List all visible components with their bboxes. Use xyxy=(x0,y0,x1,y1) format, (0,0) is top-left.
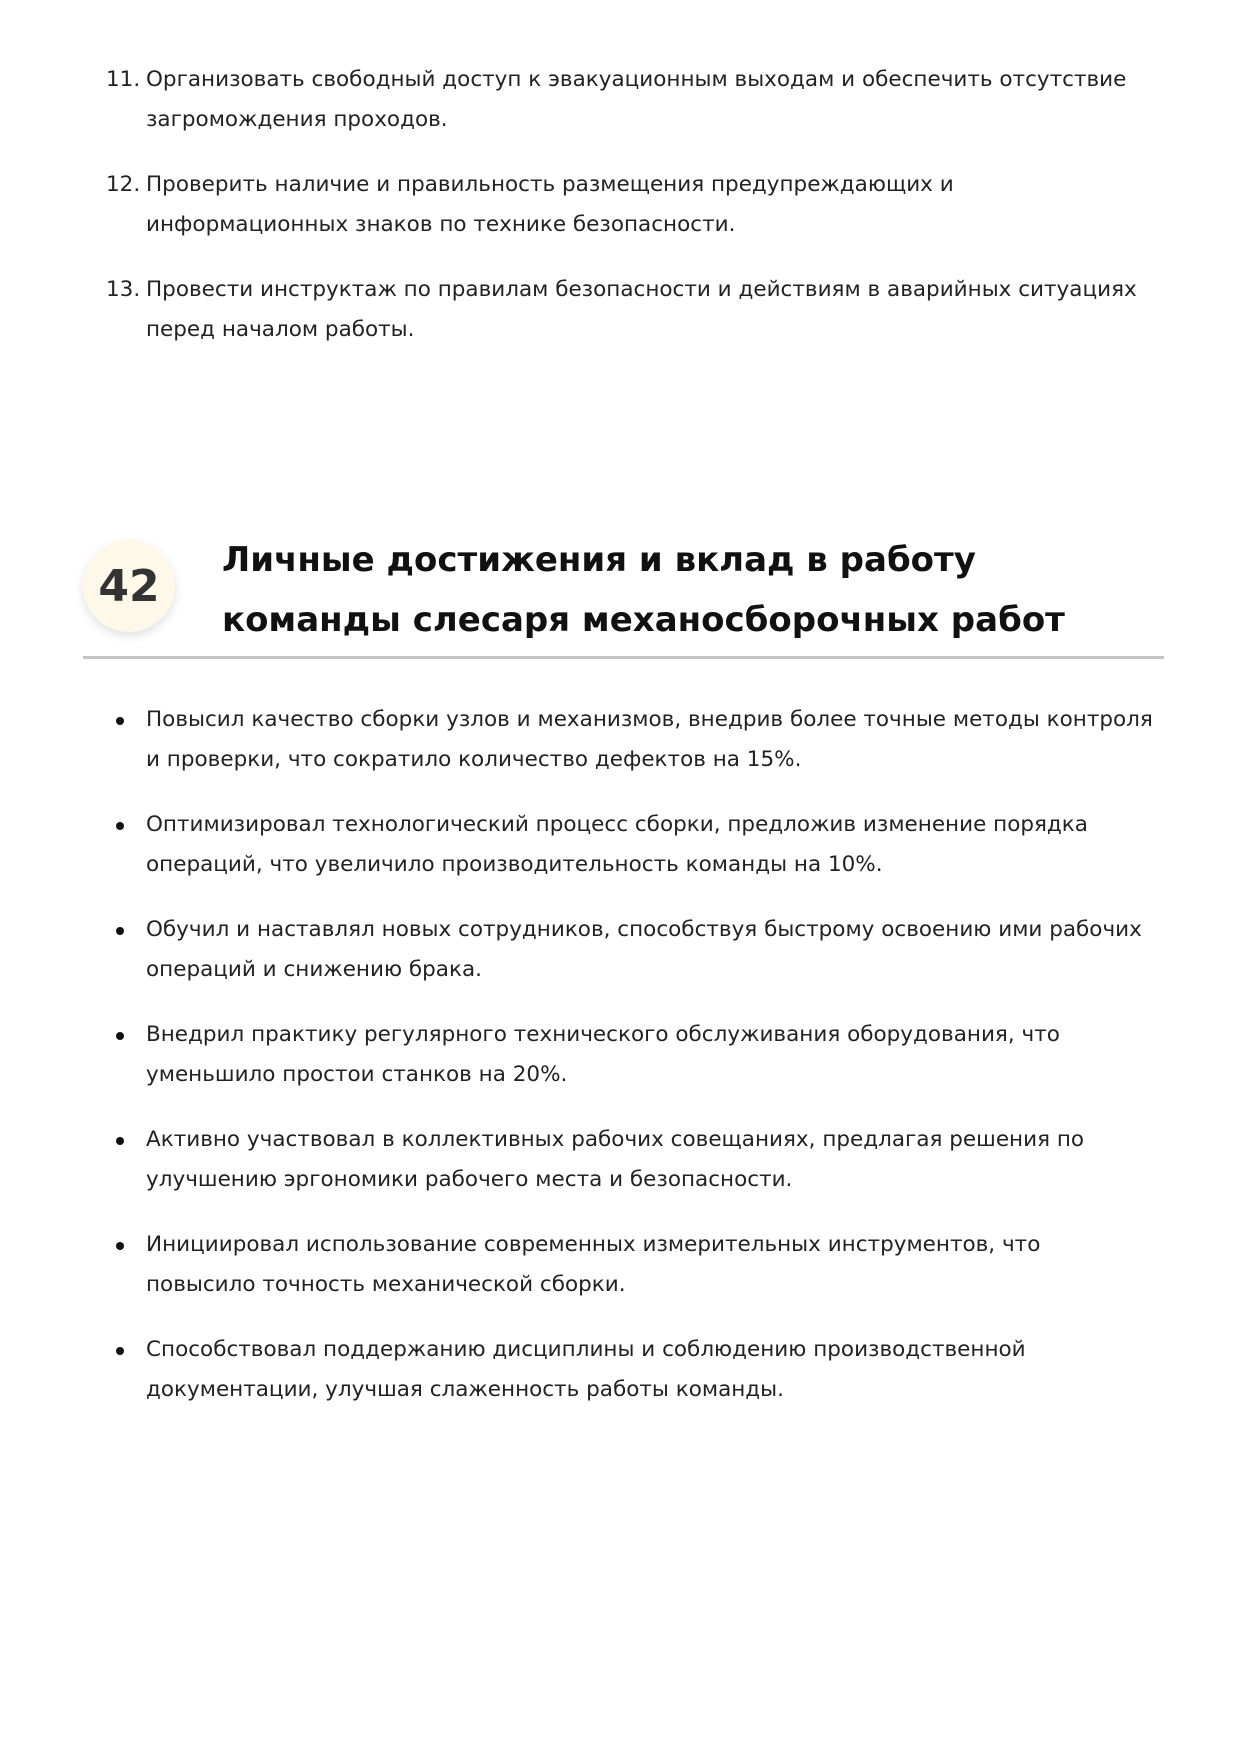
list-item xyxy=(106,270,1156,350)
bullet-icon xyxy=(116,1242,124,1250)
bullet-list xyxy=(146,700,1156,1435)
section-number-badge: 42 xyxy=(83,540,175,632)
list-item xyxy=(106,60,1156,140)
item-text: Провести инструктаж по правилам безопасности и действиям в аварийных ситуациях перед началом работы. xyxy=(146,277,1137,342)
list-item xyxy=(146,1120,1156,1200)
bullet-icon xyxy=(116,1347,124,1355)
numbered-list xyxy=(106,60,1156,375)
item-text: Повысил качество сборки узлов и механизмов, внедрив более точные методы контроля и проверки, что сократило количество дефектов на 15%. xyxy=(146,707,1153,772)
list-item xyxy=(146,700,1156,780)
item-text: Активно участвовал в коллективных рабочих совещаниях, предлагая решения по улучшению эргономики рабочего места и безопасности. xyxy=(146,1127,1085,1192)
bullet-icon xyxy=(116,822,124,830)
bullet-icon xyxy=(116,1137,124,1145)
bullet-icon xyxy=(116,717,124,725)
list-item xyxy=(106,165,1156,245)
item-text: Инициировал использование современных измерительных инструментов, что повысило точность механической сборки. xyxy=(146,1232,1041,1297)
item-text: Внедрил практику регулярного технического обслуживания оборудования, что уменьшило простои станков на 20%. xyxy=(146,1022,1060,1087)
item-text: Способствовал поддержанию дисциплины и соблюдению производственной документации, улучшая слаженность работы команды. xyxy=(146,1337,1026,1402)
list-item xyxy=(146,1330,1156,1410)
item-number: 12. xyxy=(106,172,141,197)
list-item xyxy=(146,1015,1156,1095)
list-item xyxy=(146,1225,1156,1305)
section-title: Личные достижения и вклад в работу команды слесаря механосборочных работ xyxy=(222,540,1065,640)
item-number: 13. xyxy=(106,277,141,302)
item-text: Обучил и наставлял новых сотрудников, способствуя быстрому освоению ими рабочих операций и снижению брака. xyxy=(146,917,1142,982)
item-text: Проверить наличие и правильность размещения предупреждающих и информационных знаков по технике безопасности. xyxy=(146,172,954,237)
section-divider xyxy=(83,656,1164,659)
item-number: 11. xyxy=(106,67,141,92)
bullet-icon xyxy=(116,927,124,935)
list-item xyxy=(146,910,1156,990)
list-item xyxy=(146,805,1156,885)
item-text: Организовать свободный доступ к эвакуационным выходам и обеспечить отсутствие загромождения проходов. xyxy=(146,67,1127,132)
bullet-icon xyxy=(116,1032,124,1040)
item-text: Оптимизировал технологический процесс сборки, предложив изменение порядка операций, что увеличило производительность команды на 10%. xyxy=(146,812,1088,877)
